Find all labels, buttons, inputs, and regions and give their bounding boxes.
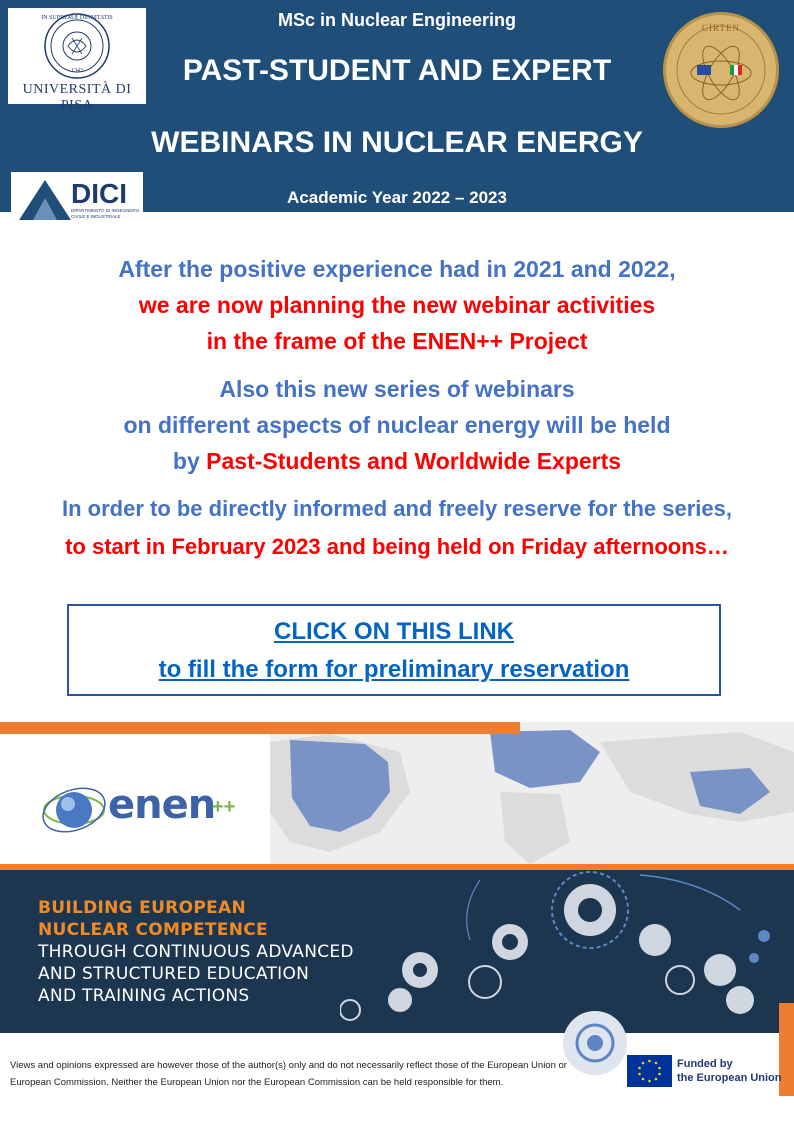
intro-line-7: In order to be directly informed and freely reserve for the series, bbox=[61, 496, 732, 521]
funded-by-line-2: the European Union bbox=[677, 1072, 782, 1084]
reservation-link-box bbox=[67, 604, 721, 696]
eu-disclaimer: Views and opinions expressed are however those of the author(s) only and do not necessarily reflect those of the European Union or European Commission. Neither the European Union nor the European Commission can be held responsible for them. bbox=[10, 1060, 567, 1088]
banner-line-5: AND TRAINING ACTIONS bbox=[38, 986, 250, 1006]
academic-year: Academic Year 2022 – 2023 bbox=[287, 188, 507, 207]
intro-line-6-prefix: by bbox=[172, 448, 207, 474]
cirten-seal-text: CIRTEN bbox=[702, 23, 740, 33]
cirten-seal bbox=[663, 12, 779, 128]
dici-logo-subtext: DIPARTIMENTO DI INGEGNERIA CIVILE E INDUSTRIALE bbox=[71, 208, 140, 219]
enen-globe-icon bbox=[40, 772, 110, 842]
banner-line-3: THROUGH CONTINUOUS ADVANCED bbox=[38, 942, 354, 962]
world-map-graphic bbox=[270, 722, 794, 864]
enen-logo-plus: ++ bbox=[212, 796, 236, 818]
unipi-seal-year: 1343 bbox=[71, 68, 83, 74]
unipi-seal-text: IN SUPREMÆ DIGNITATIS bbox=[41, 15, 113, 21]
title-line-2: WEBINARS IN NUCLEAR ENERGY bbox=[151, 126, 643, 159]
dici-logo-text: DICI bbox=[71, 178, 127, 209]
banner-line-2: NUCLEAR COMPETENCE bbox=[38, 920, 268, 940]
unipi-logo bbox=[8, 8, 146, 113]
intro-line-2: we are now planning the new webinar activities bbox=[138, 292, 656, 318]
dici-logo bbox=[11, 172, 143, 224]
title-line-1: PAST-STUDENT AND EXPERT bbox=[182, 54, 612, 87]
intro-line-4: Also this new series of webinars bbox=[219, 376, 575, 402]
dici-triangle-icon bbox=[15, 172, 75, 224]
reservation-form-link[interactable]: to fill the form for preliminary reservation bbox=[158, 656, 630, 683]
eu-flag-icon bbox=[627, 1055, 672, 1087]
intro-line-8: to start in February 2023 and being held on Friday afternoons… bbox=[65, 534, 729, 559]
intro-line-3: in the frame of the ENEN++ Project bbox=[206, 328, 588, 354]
orange-divider-top bbox=[0, 722, 520, 734]
header-banner bbox=[0, 0, 794, 219]
intro-line-6 bbox=[0, 448, 794, 475]
click-link[interactable]: CLICK ON THIS LINK bbox=[274, 618, 514, 645]
intro-line-6-highlight: Past-Students and Worldwide Experts bbox=[206, 448, 622, 474]
enen-logo-text: enen bbox=[108, 782, 216, 828]
banner-line-1: BUILDING EUROPEAN bbox=[38, 898, 246, 918]
intro-line-1: After the positive experience had in 2021 and 2022, bbox=[118, 256, 676, 282]
banner-line-4: AND STRUCTURED EDUCATION bbox=[38, 964, 310, 984]
unipi-logo-text: UNIVERSITÀ DI PISA bbox=[22, 82, 132, 113]
program-name: MSc in Nuclear Engineering bbox=[277, 10, 517, 30]
enen-banner bbox=[0, 870, 794, 1033]
intro-line-5: on different aspects of nuclear energy will be held bbox=[123, 412, 671, 438]
funded-by-line-1: Funded by bbox=[677, 1058, 733, 1070]
enen-logo bbox=[40, 772, 260, 842]
world-map bbox=[270, 722, 794, 864]
